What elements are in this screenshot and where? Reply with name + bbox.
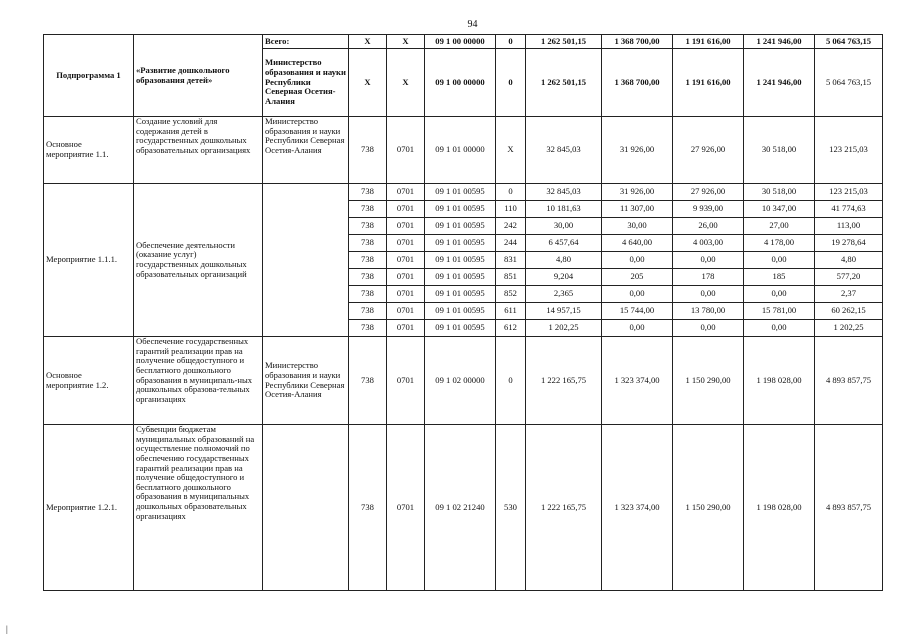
- cell-year-2: 30,00: [602, 218, 673, 235]
- cell-sum: 1 202,25: [815, 320, 883, 337]
- cell-grbs: 738: [349, 252, 387, 269]
- cell-grbs: 738: [349, 269, 387, 286]
- cell-sum: 19 278,64: [815, 235, 883, 252]
- cell-rz: 0701: [387, 184, 425, 201]
- cell-vr: 831: [496, 252, 526, 269]
- cell-year-4: 30 518,00: [744, 184, 815, 201]
- cell-vr: 0: [496, 49, 526, 117]
- page-number: 94: [467, 19, 478, 30]
- cell-rz: 0701: [387, 252, 425, 269]
- cell-event-name: Основное мероприятие 1.1.: [44, 117, 134, 184]
- cell-grbs: X: [349, 49, 387, 117]
- cell-csr: 09 1 01 00595: [425, 269, 496, 286]
- cell-year-2: 0,00: [602, 320, 673, 337]
- cell-org-empty: [263, 425, 349, 591]
- cell-org-empty: [263, 184, 349, 337]
- table-row-total: [44, 35, 883, 49]
- cell-csr: 09 1 01 00000: [425, 117, 496, 184]
- cell-sum: 60 262,15: [815, 303, 883, 320]
- cell-org: Министерство образования и науки Республики Северная Осетия-Алания: [263, 49, 349, 117]
- cell-rz: 0701: [387, 235, 425, 252]
- cell-csr: 09 1 01 00595: [425, 320, 496, 337]
- cell-csr: 09 1 01 00595: [425, 252, 496, 269]
- cell-year-3: 1 191 616,00: [673, 49, 744, 117]
- table-row-event-1-1-1: [44, 184, 883, 201]
- cell-year-1: 32 845,03: [526, 184, 602, 201]
- cell-vr: 242: [496, 218, 526, 235]
- cell-year-3: 4 003,00: [673, 235, 744, 252]
- cell-year-3: 1 191 616,00: [673, 35, 744, 49]
- cell-rz: 0701: [387, 320, 425, 337]
- table-row-event-1-1: [44, 117, 883, 184]
- cell-event-title: Обеспечение деятельности (оказание услуг) государственных дошкольных образовательных организаций: [134, 184, 263, 337]
- cell-csr: 09 1 02 00000: [425, 337, 496, 425]
- cell-year-4: 15 781,00: [744, 303, 815, 320]
- cell-org: Министерство образования и науки Республики Северная Осетия-Алания: [263, 117, 349, 184]
- cell-year-1: 1 222 165,75: [526, 425, 602, 591]
- cell-event-name: Мероприятие 1.1.1.: [44, 184, 134, 337]
- cell-year-3: 0,00: [673, 286, 744, 303]
- cell-year-1: 2,365: [526, 286, 602, 303]
- cell-year-2: 0,00: [602, 286, 673, 303]
- cell-year-1: 1 262 501,15: [526, 35, 602, 49]
- cell-grbs: 738: [349, 425, 387, 591]
- cell-csr: 09 1 01 00595: [425, 184, 496, 201]
- cell-year-2: 11 307,00: [602, 201, 673, 218]
- table-row-event-1-2-1: [44, 425, 883, 591]
- cell-event-name: Мероприятие 1.2.1.: [44, 425, 134, 591]
- cell-sum: 41 774,63: [815, 201, 883, 218]
- table-row-event-1-2: [44, 337, 883, 425]
- cell-csr: 09 1 02 21240: [425, 425, 496, 591]
- cell-rz: 0701: [387, 201, 425, 218]
- cell-year-3: 1 150 290,00: [673, 337, 744, 425]
- edge-mark: |: [6, 624, 8, 634]
- cell-rz: 0701: [387, 286, 425, 303]
- cell-grbs: 738: [349, 117, 387, 184]
- cell-year-4: 1 241 946,00: [744, 35, 815, 49]
- cell-sum: 4 893 857,75: [815, 337, 883, 425]
- cell-grbs: 738: [349, 184, 387, 201]
- cell-year-1: 4,80: [526, 252, 602, 269]
- cell-year-3: 13 780,00: [673, 303, 744, 320]
- cell-grbs: 738: [349, 235, 387, 252]
- budget-table: [43, 34, 883, 591]
- cell-csr: 09 1 01 00595: [425, 218, 496, 235]
- cell-subprogram-title: «Развитие дошкольного образования детей»: [134, 35, 263, 117]
- cell-year-4: 0,00: [744, 286, 815, 303]
- cell-rz: 0701: [387, 303, 425, 320]
- cell-year-4: 30 518,00: [744, 117, 815, 184]
- cell-rz: X: [387, 35, 425, 49]
- cell-year-3: 26,00: [673, 218, 744, 235]
- cell-year-2: 31 926,00: [602, 184, 673, 201]
- cell-year-2: 1 323 374,00: [602, 425, 673, 591]
- cell-csr: 09 1 01 00595: [425, 286, 496, 303]
- cell-year-1: 1 222 165,75: [526, 337, 602, 425]
- cell-year-3: 27 926,00: [673, 184, 744, 201]
- cell-vr: 530: [496, 425, 526, 591]
- cell-vr: 110: [496, 201, 526, 218]
- cell-rz: X: [387, 49, 425, 117]
- cell-year-1: 9,204: [526, 269, 602, 286]
- cell-year-1: 1 262 501,15: [526, 49, 602, 117]
- cell-year-3: 0,00: [673, 252, 744, 269]
- cell-vr: 612: [496, 320, 526, 337]
- cell-grbs: X: [349, 35, 387, 49]
- cell-event-name: Основное мероприятие 1.2.: [44, 337, 134, 425]
- cell-year-4: 4 178,00: [744, 235, 815, 252]
- cell-grbs: 738: [349, 337, 387, 425]
- cell-year-2: 1 368 700,00: [602, 49, 673, 117]
- cell-vr: Х: [496, 117, 526, 184]
- cell-grbs: 738: [349, 201, 387, 218]
- cell-event-title: Субвенции бюджетам муниципальных образований на осуществление полномочий по обеспечению государственных гарантий реализации прав на получение общедоступного и бесплатного дошкольного образования в муниципальных дошкольных образовательных организациях: [134, 425, 263, 591]
- cell-sum: 4 893 857,75: [815, 425, 883, 591]
- cell-grbs: 738: [349, 286, 387, 303]
- cell-year-2: 15 744,00: [602, 303, 673, 320]
- cell-year-1: 10 181,63: [526, 201, 602, 218]
- cell-csr: 09 1 01 00595: [425, 235, 496, 252]
- cell-year-1: 6 457,64: [526, 235, 602, 252]
- cell-csr: 09 1 00 00000: [425, 49, 496, 117]
- cell-year-4: 1 198 028,00: [744, 337, 815, 425]
- cell-csr: 09 1 00 00000: [425, 35, 496, 49]
- cell-year-3: 1 150 290,00: [673, 425, 744, 591]
- cell-event-title: Обеспечение государственных гарантий реализации прав на получение общедоступного и бесплатного дошкольного образования в муниципаль-ных дошкольных образова-тельных организациях: [134, 337, 263, 425]
- cell-year-2: 1 323 374,00: [602, 337, 673, 425]
- cell-year-3: 9 939,00: [673, 201, 744, 218]
- cell-sum: 577,20: [815, 269, 883, 286]
- cell-csr: 09 1 01 00595: [425, 303, 496, 320]
- cell-year-3: 178: [673, 269, 744, 286]
- cell-event-title: Создание условий для содержания детей в государственных дошкольных образовательных организациях: [134, 117, 263, 184]
- cell-vr: 0: [496, 184, 526, 201]
- cell-year-2: 205: [602, 269, 673, 286]
- cell-year-1: 30,00: [526, 218, 602, 235]
- cell-sum: 123 215,03: [815, 184, 883, 201]
- cell-year-4: 10 347,00: [744, 201, 815, 218]
- cell-rz: 0701: [387, 218, 425, 235]
- cell-year-2: 0,00: [602, 252, 673, 269]
- cell-sum: 5 064 763,15: [815, 49, 883, 117]
- cell-year-2: 1 368 700,00: [602, 35, 673, 49]
- cell-grbs: 738: [349, 320, 387, 337]
- cell-sum: 123 215,03: [815, 117, 883, 184]
- cell-sum: 5 064 763,15: [815, 35, 883, 49]
- cell-vr: 851: [496, 269, 526, 286]
- cell-csr: 09 1 01 00595: [425, 201, 496, 218]
- cell-subprogram-name: Подпрограмма 1: [44, 35, 134, 117]
- cell-rz: 0701: [387, 269, 425, 286]
- cell-sum: 4,80: [815, 252, 883, 269]
- cell-year-3: 27 926,00: [673, 117, 744, 184]
- cell-year-1: 1 202,25: [526, 320, 602, 337]
- cell-rz: 0701: [387, 337, 425, 425]
- cell-rz: 0701: [387, 425, 425, 591]
- cell-year-4: 1 198 028,00: [744, 425, 815, 591]
- cell-sum: 2,37: [815, 286, 883, 303]
- cell-year-2: 31 926,00: [602, 117, 673, 184]
- cell-year-1: 32 845,03: [526, 117, 602, 184]
- cell-year-2: 4 640,00: [602, 235, 673, 252]
- cell-year-1: 14 957,15: [526, 303, 602, 320]
- cell-grbs: 738: [349, 218, 387, 235]
- cell-vr: 852: [496, 286, 526, 303]
- cell-rz: 0701: [387, 117, 425, 184]
- cell-sum: 113,00: [815, 218, 883, 235]
- cell-year-3: 0,00: [673, 320, 744, 337]
- cell-vr: 0: [496, 337, 526, 425]
- cell-year-4: 1 241 946,00: [744, 49, 815, 117]
- cell-grbs: 738: [349, 303, 387, 320]
- cell-year-4: 27,00: [744, 218, 815, 235]
- cell-vr: 244: [496, 235, 526, 252]
- cell-vr: 0: [496, 35, 526, 49]
- cell-year-4: 0,00: [744, 320, 815, 337]
- cell-year-4: 0,00: [744, 252, 815, 269]
- cell-vr: 611: [496, 303, 526, 320]
- cell-total-label: Всего:: [263, 35, 349, 49]
- cell-year-4: 185: [744, 269, 815, 286]
- cell-org: Министерство образования и науки Республики Северная Осетия-Алания: [263, 337, 349, 425]
